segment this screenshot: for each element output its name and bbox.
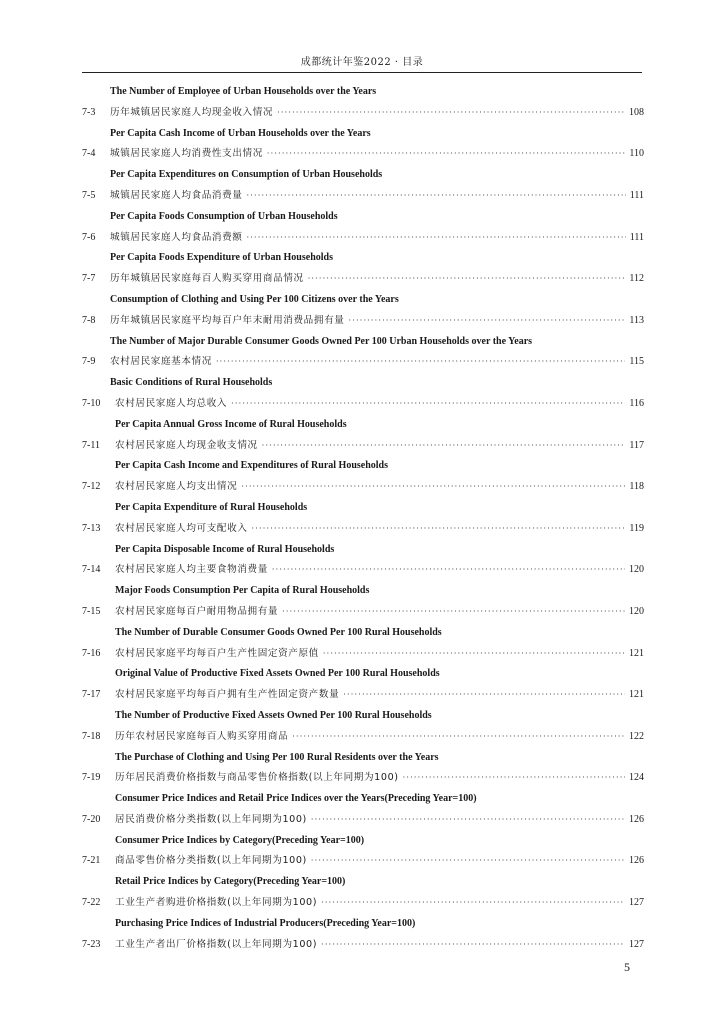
table-number: 7-8 (82, 314, 96, 326)
dot-leader (247, 186, 626, 207)
toc-entry-row[interactable] (82, 560, 644, 581)
table-number: 7-22 (82, 897, 101, 909)
table-number: 7-19 (82, 772, 101, 784)
toc-english-title: The Number of Major Durable Consumer Goods Owned Per 100 Urban Households over the Years (110, 335, 533, 347)
toc-english-title: Consumption of Clothing and Using Per 100 Citizens over the Years (110, 293, 399, 305)
toc-entry[interactable] (82, 893, 644, 935)
toc-entry-row[interactable] (82, 477, 644, 498)
dot-leader (323, 644, 625, 665)
toc-page-number[interactable]: 120 (629, 564, 644, 576)
toc-entry[interactable] (82, 519, 644, 561)
toc-chinese-title: 城镇居民家庭人均食品消费额 (110, 231, 243, 243)
toc-english-title: Purchasing Price Indices of Industrial Producers(Preceding Year=100) (115, 917, 416, 929)
table-number: 7-14 (82, 564, 101, 576)
toc-page-number[interactable]: 118 (629, 481, 644, 493)
toc-page-number[interactable]: 121 (629, 647, 644, 659)
toc-english-title: Per Capita Expenditures on Consumption of Urban Households (110, 169, 383, 181)
toc-english-title: Consumer Price Indices and Retail Price Indices over the Years(Preceding Year=100) (115, 793, 477, 805)
toc-chinese-title: 历年城镇居民家庭平均每百户年末耐用消费品拥有量 (110, 314, 345, 326)
toc-chinese-title: 历年城镇居民家庭每百人购买穿用商品情况 (110, 273, 304, 285)
toc-chinese-title: 历年城镇居民家庭人均现金收入情况 (110, 106, 274, 118)
toc-chinese-title: 城镇居民家庭人均消费性支出情况 (110, 148, 263, 160)
toc-entry[interactable] (82, 186, 644, 228)
toc-page-number[interactable]: 122 (629, 730, 644, 742)
toc-entry-row[interactable] (82, 269, 644, 290)
dot-leader (231, 394, 625, 415)
toc-entry[interactable] (82, 436, 644, 478)
toc-entry-row[interactable] (82, 144, 644, 165)
toc-english-title: The Number of Durable Consumer Goods Owned Per 100 Rural Households (115, 626, 442, 638)
toc-chinese-title: 商品零售价格分类指数(以上年同期为100) (115, 855, 307, 867)
table-number: 7-12 (82, 481, 101, 493)
table-number: 7-17 (82, 689, 101, 701)
toc-chinese-title: 城镇居民家庭人均食品消费量 (110, 189, 243, 201)
toc-page-number[interactable]: 126 (629, 813, 644, 825)
toc-entry-row[interactable] (82, 851, 644, 872)
toc-entry[interactable] (82, 768, 644, 810)
dot-leader (247, 228, 626, 249)
toc-entry[interactable] (82, 935, 644, 956)
dot-leader (262, 436, 626, 457)
toc-entry-row[interactable] (82, 727, 644, 748)
table-of-contents (82, 82, 644, 955)
toc-entry-row[interactable] (82, 103, 644, 124)
toc-entry-row[interactable] (82, 436, 644, 457)
table-number: 7-11 (82, 439, 100, 451)
toc-page-number[interactable]: 124 (629, 772, 644, 784)
table-number: 7-20 (82, 813, 101, 825)
toc-chinese-title: 农村居民家庭平均每百户拥有生产性固定资产数量 (115, 689, 340, 701)
toc-page-number[interactable]: 111 (629, 189, 644, 201)
toc-page-number[interactable]: 117 (629, 439, 644, 451)
toc-english-title: The Number of Productive Fixed Assets Owned Per 100 Rural Households (115, 709, 432, 721)
toc-entry-row[interactable] (82, 768, 644, 789)
toc-page-number[interactable]: 127 (629, 897, 644, 909)
toc-chinese-title: 农村居民家庭人均主要食物消费量 (115, 564, 268, 576)
dot-leader (343, 685, 625, 706)
toc-entry-row[interactable] (82, 519, 644, 540)
toc-entry-row[interactable] (82, 602, 644, 623)
toc-entry-row[interactable] (82, 352, 644, 373)
dot-leader (252, 519, 626, 540)
dot-leader (348, 311, 625, 332)
table-number: 7-13 (82, 522, 101, 534)
toc-english-title: Per Capita Annual Gross Income of Rural Households (115, 418, 347, 430)
page-number: 5 (624, 960, 630, 974)
toc-entry-row[interactable] (82, 311, 644, 332)
toc-chinese-title: 工业生产者出厂价格指数(以上年同期为100) (115, 938, 318, 950)
running-header: 成都统计年鉴2022 · 目录 (300, 57, 424, 68)
dot-leader (216, 352, 625, 373)
toc-entry[interactable] (82, 602, 644, 644)
table-number: 7-7 (82, 273, 96, 285)
toc-english-title: Per Capita Disposable Income of Rural Households (115, 543, 335, 555)
table-number: 7-18 (82, 730, 101, 742)
toc-entry[interactable] (82, 727, 644, 769)
toc-entry[interactable] (82, 352, 644, 394)
toc-english-title: Per Capita Foods Consumption of Urban Households (110, 210, 338, 222)
toc-chinese-title: 居民消费价格分类指数(以上年同期为100) (115, 813, 307, 825)
dot-leader (241, 477, 625, 498)
toc-chinese-title: 农村居民家庭人均支出情况 (115, 481, 238, 493)
toc-english-title: Consumer Price Indices by Category(Preceding Year=100) (115, 834, 365, 846)
toc-entry[interactable] (82, 103, 644, 145)
dot-leader (311, 810, 625, 831)
toc-entry-row[interactable] (82, 228, 644, 249)
toc-entry[interactable] (82, 685, 644, 727)
toc-entry-row[interactable] (82, 810, 644, 831)
dot-leader (292, 727, 625, 748)
table-number: 7-21 (82, 855, 101, 867)
toc-english-title: The Number of Employee of Urban Households over the Years (110, 86, 377, 97)
toc-chinese-title: 农村居民家庭平均每百户生产性固定资产原值 (115, 647, 319, 659)
toc-entry[interactable] (82, 810, 644, 852)
table-number: 7-6 (82, 231, 96, 243)
dot-leader (272, 560, 625, 581)
table-number: 7-4 (82, 148, 96, 160)
toc-page-number[interactable]: 113 (629, 314, 644, 326)
table-number: 7-15 (82, 605, 101, 617)
toc-chinese-title: 农村居民家庭基本情况 (110, 356, 212, 368)
toc-english-title: Per Capita Cash Income and Expenditures of Rural Households (115, 460, 388, 472)
toc-entry-row[interactable] (82, 644, 644, 665)
dot-leader (321, 893, 625, 914)
toc-page-number[interactable]: 116 (629, 397, 644, 409)
toc-chinese-title: 历年居民消费价格指数与商品零售价格指数(以上年同期为100) (115, 772, 399, 784)
toc-chinese-title: 工业生产者购进价格指数(以上年同期为100) (115, 897, 318, 909)
toc-page-number[interactable]: 120 (629, 605, 644, 617)
toc-english-title: Per Capita Cash Income of Urban Households over the Years (110, 127, 371, 139)
toc-entry[interactable] (82, 269, 644, 311)
table-number: 7-3 (82, 106, 96, 118)
toc-chinese-title: 农村居民家庭人均可支配收入 (115, 522, 248, 534)
toc-page-number[interactable]: 115 (629, 356, 644, 368)
toc-page-number[interactable]: 126 (629, 855, 644, 867)
toc-english-title: The Purchase of Clothing and Using Per 100 Rural Residents over the Years (115, 751, 439, 763)
table-number: 7-10 (82, 397, 101, 409)
toc-page-number[interactable]: 110 (629, 148, 644, 160)
toc-page-number[interactable]: 112 (629, 273, 644, 285)
toc-entry-row[interactable] (82, 186, 644, 207)
toc-entry[interactable] (82, 144, 644, 186)
dot-leader (403, 768, 625, 789)
toc-english-title: Basic Conditions of Rural Households (110, 377, 273, 389)
header-rule (82, 72, 642, 73)
dot-leader (321, 935, 625, 956)
toc-english-title: Retail Price Indices by Category(Preceding Year=100) (115, 876, 346, 888)
dot-leader (282, 602, 625, 623)
toc-entry-row[interactable] (82, 394, 644, 415)
toc-chinese-title: 农村居民家庭每百户耐用物品拥有量 (115, 605, 279, 617)
toc-english-title: Per Capita Expenditure of Rural Households (115, 501, 308, 513)
toc-chinese-title: 农村居民家庭人均总收入 (115, 397, 228, 409)
toc-entry[interactable] (82, 311, 644, 353)
dot-leader (311, 851, 625, 872)
toc-entry[interactable] (82, 644, 644, 686)
toc-entry[interactable] (82, 851, 644, 893)
toc-entry-row[interactable] (82, 893, 644, 914)
toc-chinese-title: 农村居民家庭人均现金收支情况 (115, 439, 258, 451)
toc-chinese-title: 历年农村居民家庭每百人购买穿用商品 (115, 730, 289, 742)
toc-entry[interactable] (82, 394, 644, 436)
dot-leader (267, 144, 625, 165)
toc-entry-row[interactable] (82, 685, 644, 706)
table-number: 7-16 (82, 647, 101, 659)
toc-english-title: Per Capita Foods Expenditure of Urban Households (110, 252, 333, 264)
toc-page-number[interactable]: 121 (629, 689, 644, 701)
toc-entry-row[interactable] (82, 935, 644, 956)
toc-page-number[interactable]: 119 (629, 522, 644, 534)
toc-entry[interactable] (82, 560, 644, 602)
toc-entry[interactable] (82, 477, 644, 519)
table-number: 7-9 (82, 356, 96, 368)
dot-leader (308, 269, 626, 290)
toc-page-number[interactable]: 111 (629, 231, 644, 243)
table-number: 7-5 (82, 189, 96, 201)
toc-english-title: Original Value of Productive Fixed Assets Owned Per 100 Rural Households (115, 668, 440, 680)
toc-entry[interactable] (82, 228, 644, 270)
toc-page-number[interactable]: 127 (629, 938, 644, 950)
dot-leader (277, 103, 625, 124)
table-number: 7-23 (82, 938, 101, 950)
toc-entries (82, 103, 644, 956)
toc-english-title: Major Foods Consumption Per Capita of Rural Households (115, 585, 370, 597)
toc-page-number[interactable]: 108 (629, 106, 644, 118)
